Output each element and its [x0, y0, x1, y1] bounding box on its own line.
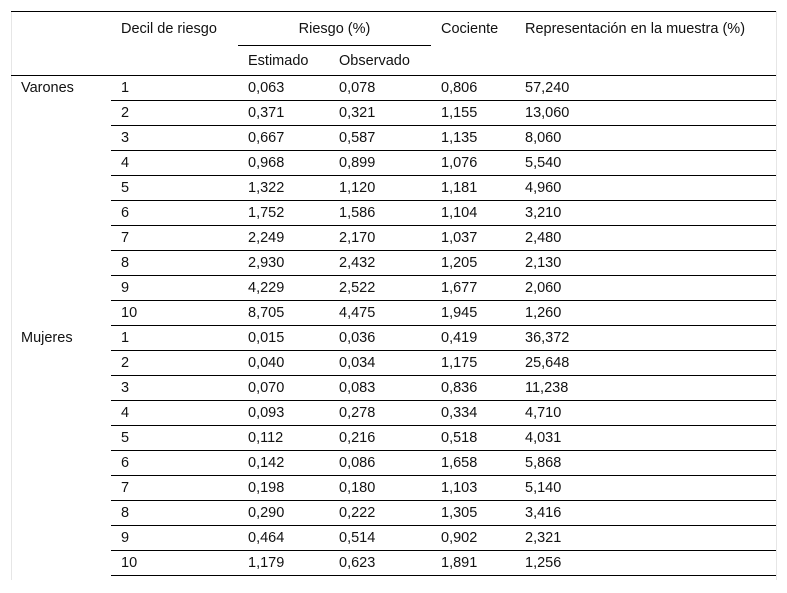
table-row: [11, 276, 776, 301]
header-spacer: [111, 46, 238, 76]
group-label: Mujeres: [21, 329, 73, 346]
cell-representacion: 5,540: [515, 151, 776, 176]
cell-observado: 0,086: [329, 451, 431, 476]
cell-cociente: 1,103: [431, 476, 515, 501]
cell-representacion: 2,060: [515, 276, 776, 301]
cell-representacion: 2,480: [515, 226, 776, 251]
cell-estimado: 0,093: [238, 401, 329, 426]
cell-observado: 0,222: [329, 501, 431, 526]
cell-estimado: 0,968: [238, 151, 329, 176]
cell-decil: 7: [111, 226, 238, 251]
cell-estimado: 1,179: [238, 551, 329, 576]
table-row: [11, 251, 776, 276]
cell-estimado: 1,322: [238, 176, 329, 201]
cell-representacion: 4,710: [515, 401, 776, 426]
table-row: [11, 301, 776, 326]
cell-observado: 0,321: [329, 101, 431, 126]
table-row: [11, 551, 776, 576]
cell-representacion: 57,240: [515, 76, 776, 101]
cell-observado: 0,899: [329, 151, 431, 176]
cell-estimado: 0,198: [238, 476, 329, 501]
group-label: Varones: [21, 80, 74, 96]
table-row: [11, 76, 776, 101]
cell-cociente: 0,419: [431, 326, 515, 351]
table-row: [11, 451, 776, 476]
table-row: [11, 526, 776, 551]
header-riesgo: Riesgo (%): [238, 12, 431, 46]
cell-estimado: 8,705: [238, 301, 329, 326]
cell-cociente: 1,104: [431, 201, 515, 226]
table-row: [11, 101, 776, 126]
cell-decil: 3: [111, 376, 238, 401]
cell-observado: 0,514: [329, 526, 431, 551]
cell-cociente: 1,135: [431, 126, 515, 151]
cell-observado: 0,034: [329, 351, 431, 376]
cell-representacion: 3,210: [515, 201, 776, 226]
cell-cociente: 1,891: [431, 551, 515, 576]
cell-estimado: 2,930: [238, 251, 329, 276]
cell-estimado: 0,112: [238, 426, 329, 451]
cell-decil: 9: [111, 526, 238, 551]
cell-representacion: 8,060: [515, 126, 776, 151]
group-mujeres: [11, 326, 776, 576]
cell-representacion: 5,140: [515, 476, 776, 501]
cell-cociente: 1,175: [431, 351, 515, 376]
cell-cociente: 1,155: [431, 101, 515, 126]
cell-cociente: 1,305: [431, 501, 515, 526]
cell-cociente: 1,037: [431, 226, 515, 251]
cell-representacion: 2,130: [515, 251, 776, 276]
cell-observado: 1,120: [329, 176, 431, 201]
cell-representacion: 1,260: [515, 301, 776, 326]
cell-decil: 9: [111, 276, 238, 301]
header-spacer: [11, 46, 111, 76]
cell-estimado: 0,464: [238, 526, 329, 551]
header-estimado: Estimado: [238, 46, 329, 76]
table-row: [11, 376, 776, 401]
cell-cociente: 0,518: [431, 426, 515, 451]
cell-decil: 4: [111, 151, 238, 176]
cell-observado: 1,586: [329, 201, 431, 226]
cell-representacion: 2,321: [515, 526, 776, 551]
cell-observado: 4,475: [329, 301, 431, 326]
cell-decil: 5: [111, 426, 238, 451]
cell-decil: 7: [111, 476, 238, 501]
header-observado: Observado: [329, 46, 431, 76]
header-cociente: Cociente: [431, 12, 515, 46]
cell-cociente: 0,334: [431, 401, 515, 426]
cell-estimado: 0,667: [238, 126, 329, 151]
cell-decil: 2: [111, 351, 238, 376]
cell-observado: 2,170: [329, 226, 431, 251]
cell-representacion: 4,031: [515, 426, 776, 451]
cell-observado: 0,278: [329, 401, 431, 426]
cell-decil: 10: [111, 551, 238, 576]
cell-estimado: 4,229: [238, 276, 329, 301]
cell-cociente: 1,677: [431, 276, 515, 301]
cell-decil: 5: [111, 176, 238, 201]
cell-cociente: 0,902: [431, 526, 515, 551]
table-row: [11, 426, 776, 451]
cell-observado: 2,522: [329, 276, 431, 301]
cell-decil: 8: [111, 251, 238, 276]
cell-decil: 10: [111, 301, 238, 326]
table-row: [11, 176, 776, 201]
cell-cociente: 1,945: [431, 301, 515, 326]
table-row: [11, 226, 776, 251]
table-header: [11, 12, 776, 76]
table-row: [11, 201, 776, 226]
cell-estimado: 1,752: [238, 201, 329, 226]
cell-representacion: 25,648: [515, 351, 776, 376]
cell-estimado: 2,249: [238, 226, 329, 251]
cell-estimado: 0,040: [238, 351, 329, 376]
cell-representacion: 3,416: [515, 501, 776, 526]
table-row: [11, 401, 776, 426]
cell-estimado: 0,290: [238, 501, 329, 526]
cell-cociente: 1,205: [431, 251, 515, 276]
cell-representacion: 1,256: [515, 551, 776, 576]
table-row: [11, 126, 776, 151]
cell-cociente: 1,181: [431, 176, 515, 201]
cell-decil: 8: [111, 501, 238, 526]
header-representacion: Representación en la muestra (%): [515, 12, 776, 46]
cell-estimado: 0,142: [238, 451, 329, 476]
cell-decil: 1: [111, 76, 238, 101]
cell-decil: 6: [111, 201, 238, 226]
cell-observado: 0,587: [329, 126, 431, 151]
group-varones: [11, 76, 776, 326]
cell-decil: 1: [111, 326, 238, 351]
cell-cociente: 0,806: [431, 76, 515, 101]
cell-observado: 0,078: [329, 76, 431, 101]
cell-decil: 2: [111, 101, 238, 126]
header-spacer: [515, 46, 776, 76]
cell-estimado: 0,070: [238, 376, 329, 401]
cell-cociente: 1,076: [431, 151, 515, 176]
header-decil: Decil de riesgo: [111, 12, 238, 46]
cell-representacion: 4,960: [515, 176, 776, 201]
cell-observado: 2,432: [329, 251, 431, 276]
table-row: [11, 326, 776, 351]
cell-observado: 0,216: [329, 426, 431, 451]
table-row: [11, 351, 776, 376]
cell-cociente: 1,658: [431, 451, 515, 476]
header-empty: [11, 12, 111, 46]
risk-decile-table: [11, 11, 776, 576]
cell-observado: 0,083: [329, 376, 431, 401]
cell-estimado: 0,015: [238, 326, 329, 351]
cell-estimado: 0,063: [238, 76, 329, 101]
cell-cociente: 0,836: [431, 376, 515, 401]
cell-decil: 6: [111, 451, 238, 476]
cell-observado: 0,036: [329, 326, 431, 351]
cell-representacion: 13,060: [515, 101, 776, 126]
header-spacer: [431, 46, 515, 76]
table-row: [11, 476, 776, 501]
cell-representacion: 11,238: [515, 376, 776, 401]
table-row: [11, 151, 776, 176]
cell-decil: 4: [111, 401, 238, 426]
cell-representacion: 5,868: [515, 451, 776, 476]
table-row: [11, 501, 776, 526]
cell-estimado: 0,371: [238, 101, 329, 126]
cell-observado: 0,180: [329, 476, 431, 501]
cell-representacion: 36,372: [515, 326, 776, 351]
cell-observado: 0,623: [329, 551, 431, 576]
cell-decil: 3: [111, 126, 238, 151]
